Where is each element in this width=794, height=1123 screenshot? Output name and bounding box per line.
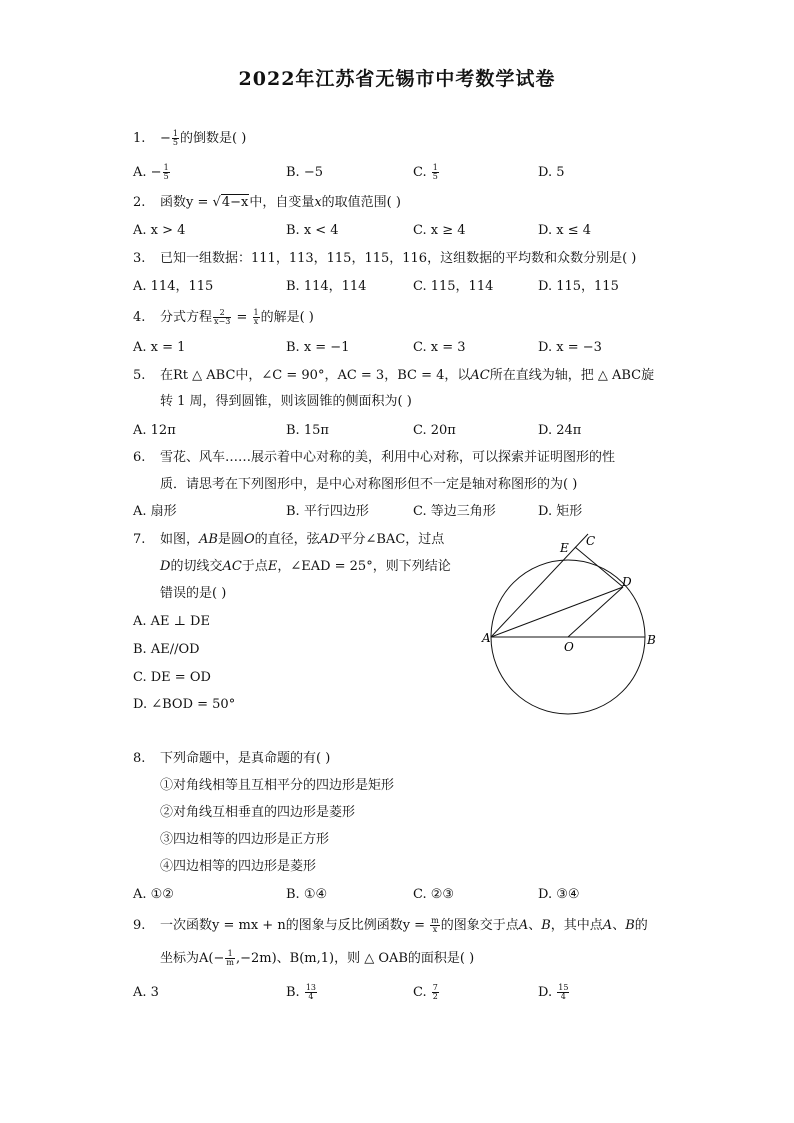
question-text: 于点 [241, 559, 268, 574]
fraction [225, 950, 235, 967]
option-b: B. 平行四边形 [286, 504, 369, 519]
numerator: 1 [253, 308, 259, 317]
fraction [213, 309, 231, 326]
question-number: 7. [133, 532, 146, 547]
option-label: B. [286, 985, 300, 1000]
option-d: D. x = −3 [538, 340, 602, 355]
segment-label: AC [470, 368, 490, 383]
option-d: D. x ≤ 4 [538, 223, 591, 238]
fraction [557, 984, 569, 1001]
chord-ad [491, 587, 623, 637]
point-label: A [518, 918, 529, 933]
point-label: A [602, 918, 613, 933]
question-text: 的倒数是( ) [180, 131, 247, 146]
question-9 [133, 917, 648, 935]
fraction [163, 164, 170, 181]
question-number: 9. [133, 918, 146, 933]
option-a: A. ①② [133, 887, 174, 902]
numerator: 7 [432, 983, 438, 992]
question-7-line-2 [160, 558, 451, 576]
point-label: B [541, 918, 551, 933]
option-a: A. 114，115 [133, 279, 214, 294]
denominator: 4 [560, 992, 566, 1001]
question-number: 3. [133, 251, 146, 266]
denominator: 5 [163, 172, 169, 181]
numerator: 1 [432, 163, 438, 172]
question-4 [133, 309, 314, 327]
option-c: C. 等边三角形 [413, 504, 496, 519]
denominator: x [432, 925, 438, 934]
question-text: 在Rt △ ABC中，∠C = 90°，AC = 3，BC = 4，以 [160, 368, 471, 383]
option-d: D. 矩形 [538, 504, 583, 519]
option-b [286, 984, 318, 1002]
question-text: 所在直线为轴，把 △ ABC旋 [489, 368, 655, 383]
question-number: 1. [133, 131, 146, 146]
denominator: x−3 [214, 317, 231, 326]
statement-3: ③四边相等的四边形是正方形 [160, 832, 330, 847]
option-c: C. x = 3 [413, 340, 466, 355]
minus-sign: − [150, 165, 162, 180]
question-text: 坐标为A(− [160, 951, 225, 966]
point-label: D [160, 559, 171, 574]
question-text: 雪花、风车……展示着中心对称的美，利用中心对称，可以探索并证明图形的性 [160, 450, 616, 465]
question-text: ，其中点 [550, 918, 603, 933]
question-3 [133, 250, 636, 268]
question-text: 的解是( ) [260, 310, 314, 325]
question-2: 2. 函数y = √4−x中，自变量x的取值范围( ) [133, 195, 401, 210]
radicand: 4−x [221, 195, 249, 210]
option-c: C. 20π [413, 423, 456, 438]
option-c [413, 164, 440, 182]
question-number: 8. [133, 751, 146, 766]
option-d: D. 24π [538, 423, 582, 438]
question-1 [133, 130, 246, 148]
numerator: 2 [213, 309, 231, 318]
point-label-a: A [482, 631, 491, 645]
segment-label: AC [222, 559, 242, 574]
line-ac [491, 534, 588, 637]
question-8 [133, 750, 330, 768]
question-text: 的取值范围( ) [321, 195, 401, 210]
option-b: B. −5 [286, 165, 323, 180]
option-label: D. [538, 985, 553, 1000]
tangent-de [575, 547, 623, 587]
numerator: 1 [225, 950, 235, 959]
question-7-line-3: 错误的是( ) [160, 586, 227, 601]
point-label: B [625, 918, 635, 933]
point-label-d: D [622, 575, 632, 589]
point-label-e: E [560, 541, 569, 555]
point-label-o: O [564, 640, 574, 654]
numerator: 1 [163, 163, 169, 172]
option-a: A. x > 4 [133, 223, 186, 238]
question-number: 2. [133, 195, 146, 210]
radius-od [568, 587, 623, 637]
question-9-line-2 [160, 950, 474, 968]
numerator: 15 [558, 983, 569, 992]
option-d: D. ③④ [538, 887, 580, 902]
circle-geometry-figure [480, 528, 670, 720]
point-label: O [243, 532, 255, 547]
option-b: B. x < 4 [286, 223, 339, 238]
statement-4: ④四边相等的四边形是菱形 [160, 859, 317, 874]
fraction [430, 917, 440, 934]
option-d: D. ∠BOD = 50° [133, 697, 236, 712]
option-b: B. AE//OD [133, 642, 200, 657]
question-5 [133, 367, 654, 385]
question-text: 一次函数y = mx + n的图象与反比例函数y = [160, 918, 430, 933]
option-b: B. 15π [286, 423, 329, 438]
denominator: 5 [432, 172, 438, 181]
segment-label: AB [199, 532, 218, 547]
option-c: C. DE = OD [133, 670, 211, 685]
page-title: 2022年江苏省无锡市中考数学试卷 [238, 68, 556, 90]
option-a: A. 扇形 [133, 504, 177, 519]
option-c: C. x ≥ 4 [413, 223, 466, 238]
denominator: 4 [308, 992, 314, 1001]
option-d: D. 5 [538, 165, 565, 180]
point-label: E [267, 559, 278, 574]
denominator: m [226, 958, 234, 967]
option-b: B. ①④ [286, 887, 328, 902]
question-text: 已知一组数据：111，113，115，115，116，这组数据的平均数和众数分别是( ) [160, 251, 637, 266]
separator: 、 [528, 918, 542, 933]
option-a: A. 12π [133, 423, 176, 438]
question-text: 是圆 [217, 532, 244, 547]
fraction [432, 984, 439, 1001]
question-text: 的切线交 [170, 559, 223, 574]
option-a [133, 164, 171, 182]
segment-label: AD [319, 532, 340, 547]
question-text: 的直径，弦 [254, 532, 320, 547]
option-c: C. ②③ [413, 887, 455, 902]
numerator: 1 [172, 129, 178, 138]
option-a: A. x = 1 [133, 340, 186, 355]
option-a: A. 3 [133, 985, 159, 1000]
option-label: A. [133, 165, 147, 180]
fraction [172, 130, 179, 147]
numerator: m [431, 916, 439, 925]
question-text: 的 [634, 918, 648, 933]
question-text: 如图， [160, 532, 200, 547]
denominator: 5 [172, 138, 178, 147]
question-6-line-2: 质．请思考在下列图形中，是中心对称图形但不一定是轴对称图形的为( ) [160, 477, 578, 492]
equals-sign: = [232, 310, 252, 325]
option-label: C. [413, 985, 427, 1000]
separator: 、 [612, 918, 626, 933]
question-text: 中，自变量 [249, 195, 315, 210]
option-a: A. AE ⊥ DE [133, 614, 210, 629]
fraction [253, 309, 260, 326]
question-5-line-2: 转 1 周，得到圆锥，则该圆锥的侧面积为( ) [160, 394, 412, 409]
question-number: 5. [133, 368, 146, 383]
question-text: ，∠EAD = 25°，则下列结论 [277, 559, 451, 574]
denominator: x [253, 317, 259, 326]
question-text: 函数y = [160, 195, 213, 210]
option-c: C. 115，114 [413, 279, 494, 294]
question-text: 平分∠BAC，过点 [339, 532, 445, 547]
denominator: 2 [432, 992, 438, 1001]
statement-1: ①对角线相等且互相平分的四边形是矩形 [160, 778, 395, 793]
point-label-b: B [647, 633, 656, 647]
question-text: 分式方程 [160, 310, 213, 325]
option-b: B. x = −1 [286, 340, 350, 355]
question-number: 4. [133, 310, 146, 325]
question-7 [133, 531, 444, 549]
statement-2: ②对角线互相垂直的四边形是菱形 [160, 805, 356, 820]
question-text: 下列命题中，是真命题的有( ) [160, 751, 331, 766]
fraction [432, 164, 439, 181]
variable: x [314, 195, 322, 210]
option-d [538, 984, 570, 1002]
option-b: B. 114，114 [286, 279, 367, 294]
fraction [305, 984, 317, 1001]
question-text: ,−2m)、B(m,1)，则 △ OAB的面积是( ) [235, 951, 475, 966]
question-6 [133, 449, 615, 467]
option-d: D. 115，115 [538, 279, 619, 294]
option-label: C. [413, 165, 427, 180]
minus-sign: − [160, 131, 171, 146]
question-text: 的图象交于点 [440, 918, 519, 933]
point-label-c: C [586, 534, 596, 548]
option-c [413, 984, 440, 1002]
numerator: 13 [305, 983, 317, 992]
question-number: 6. [133, 450, 146, 465]
